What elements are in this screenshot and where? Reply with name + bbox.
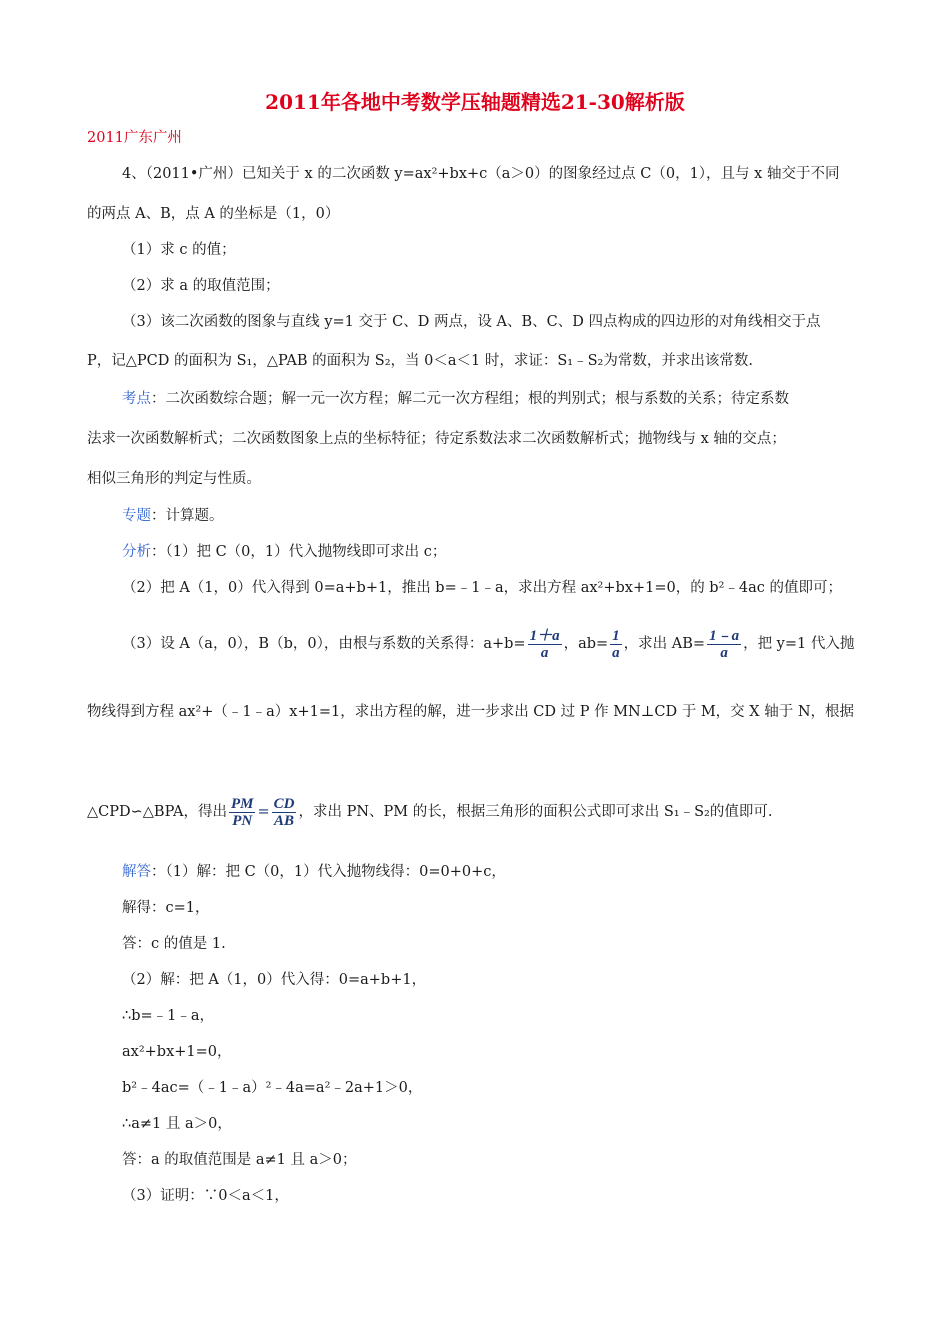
fenxi-line-5: [87, 794, 772, 830]
fenxi-line-5-part-b: ，求出 PN、PM 的长，根据三角形的面积公式即可求出 S₁﹣S₂的值即可.: [298, 804, 773, 820]
kaodian-line-2: 法求一次函数解析式；二次函数图象上点的坐标特征；待定系数法求二次函数解析式；抛物线与 x 轴的交点；: [87, 431, 786, 447]
question-stem-line-1: 4、（2011•广州）已知关于 x 的二次函数 y=ax²+bx+c（a＞0）的图象经过点 C（0，1），且与 x 轴交于不同: [122, 166, 840, 182]
fraction-product-roots: [610, 628, 622, 661]
jieda-line-7: b²﹣4ac=（﹣1﹣a）²﹣4a=a²﹣2a+1＞0，: [122, 1080, 423, 1096]
jieda-line-6: ax²+bx+1=0，: [122, 1044, 232, 1060]
fenxi-line-4: 物线得到方程 ax²+（﹣1﹣a）x+1=1，求出方程的解，进一步求出 CD 过 P 作 MN⊥CD 于 M，交 X 轴于 N，根据: [87, 704, 855, 720]
question-part-2: （2）求 a 的取值范围；: [122, 278, 280, 294]
zhuanti-label: 专题: [122, 508, 151, 524]
jieda-line-8: ∴a≠1 且 a＞0，: [122, 1116, 232, 1132]
fenxi-line-5-part-a: △CPD∽△BPA，得出: [87, 804, 227, 820]
jieda-line-4: （2）解：把 A（1，0）代入得：0=a+b+1，: [122, 972, 427, 988]
fraction-pm-pn: [229, 796, 256, 829]
jieda-line-10: （3）证明：∵0＜a＜1，: [122, 1188, 289, 1204]
kaodian-text-1: ：二次函数综合题；解一元一次方程；解二元一次方程组；根的判别式；根与系数的关系；待定系数: [151, 391, 789, 407]
fenxi-line-1: [122, 542, 446, 562]
document-title: 2011年各地中考数学压轴题精选21-30解析版: [265, 90, 685, 114]
jieda-line-9: 答：a 的取值范围是 a≠1 且 a＞0；: [122, 1152, 357, 1168]
question-part-1: （1）求 c 的值；: [122, 242, 236, 258]
fenxi-text-1: ：（1）把 C（0，1）代入抛物线即可求出 c；: [151, 544, 447, 560]
fenxi-line-3-part-d: ，把 y=1 代入抛: [743, 636, 855, 652]
kaodian-line-3: 相似三角形的判定与性质。: [87, 471, 261, 487]
fraction-denominator: a: [707, 644, 741, 661]
zhuanti-line: [122, 506, 224, 526]
fraction-denominator: AB: [272, 812, 297, 829]
jieda-label: 解答: [122, 864, 151, 880]
fraction-numerator: 1＋a: [529, 627, 560, 644]
kaodian-line-1: [122, 389, 789, 409]
fraction-ab-length: [707, 628, 741, 661]
jieda-line-5: ∴b=﹣1﹣a，: [122, 1008, 215, 1024]
question-stem-line-2: 的两点 A、B，点 A 的坐标是（1，0）: [87, 206, 340, 222]
jieda-line-2: 解得：c=1，: [122, 900, 210, 916]
fraction-numerator: 1﹣a: [709, 627, 740, 644]
fenxi-line-3-part-a: （3）设 A（a，0），B（b，0），由根与系数的关系得：a+b=: [122, 636, 526, 652]
fenxi-line-3: [122, 626, 854, 662]
fraction-numerator: CD: [273, 795, 295, 812]
fenxi-line-3-part-b: ，ab=: [563, 636, 609, 652]
fenxi-line-2: （2）把 A（1，0）代入得到 0=a+b+1，推出 b=﹣1﹣a，求出方程 ax²+bx+1=0，的 b²﹣4ac 的值即可；: [122, 580, 843, 596]
jieda-line-1: [122, 862, 506, 882]
fraction-cd-ab: [272, 796, 297, 829]
fraction-numerator: PM: [230, 795, 254, 812]
kaodian-label: 考点: [122, 391, 151, 407]
fenxi-line-3-part-c: ，求出 AB=: [623, 636, 706, 652]
fraction-equals: =: [257, 804, 270, 820]
jieda-text-1: ：（1）解：把 C（0，1）代入抛物线得：0=0+0+c，: [151, 864, 506, 880]
region-heading: 2011广东广州: [87, 130, 182, 146]
fraction-denominator: a: [528, 644, 562, 661]
question-part-3-line-2: P，记△PCD 的面积为 S₁，△PAB 的面积为 S₂，当 0＜a＜1 时，求证：S₁﹣S₂为常数，并求出该常数.: [87, 353, 753, 369]
fraction-numerator: 1: [612, 627, 620, 644]
fraction-denominator: PN: [229, 812, 256, 829]
fenxi-label: 分析: [122, 544, 151, 560]
fraction-denominator: a: [612, 644, 620, 661]
fraction-sum-roots: [528, 628, 562, 661]
jieda-line-3: 答：c 的值是 1.: [122, 936, 226, 952]
question-part-3-line-1: （3）该二次函数的图象与直线 y=1 交于 C、D 两点，设 A、B、C、D 四点构成的四边形的对角线相交于点: [122, 314, 821, 330]
zhuanti-text: ：计算题。: [151, 508, 224, 524]
